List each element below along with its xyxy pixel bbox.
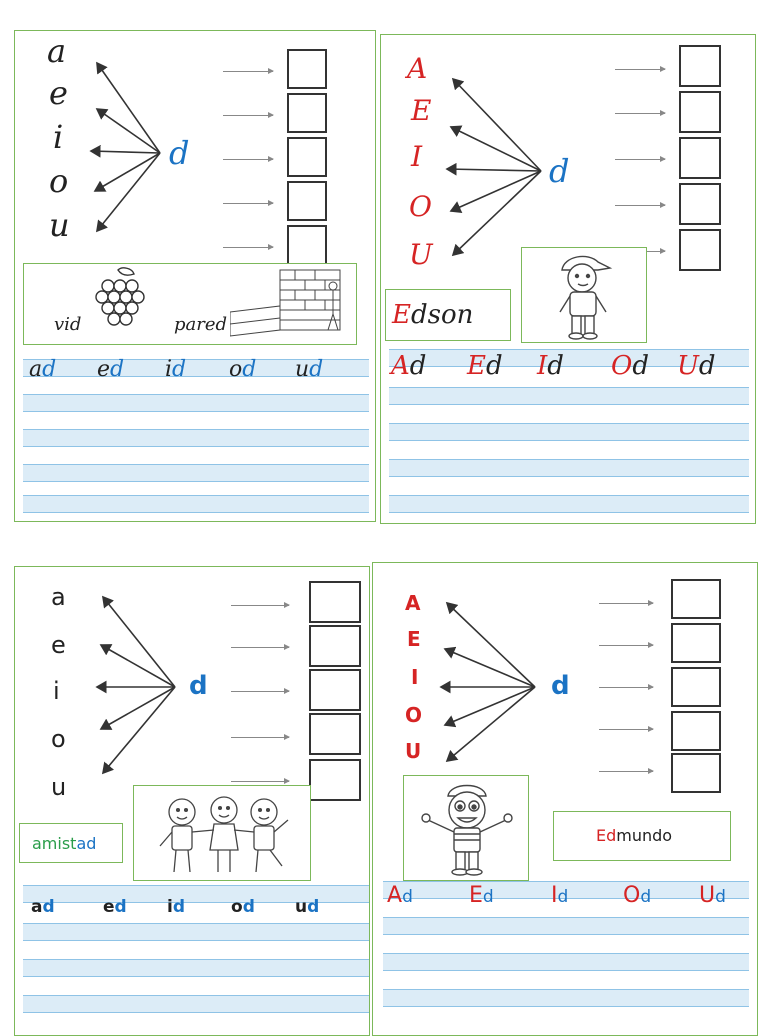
syllable-Ud: Ud (677, 351, 716, 381)
writing-lines (389, 347, 749, 519)
syllable-od: od (231, 897, 255, 917)
answer-box[interactable] (679, 91, 721, 133)
syllable-ad: ad (31, 897, 55, 917)
vowel-U: U (405, 739, 422, 763)
syllable-od: od (229, 357, 257, 382)
syllable-ed: ed (103, 897, 127, 917)
vowel-u: u (51, 773, 67, 801)
thin-arrow (223, 247, 273, 248)
thin-arrow (223, 71, 273, 72)
thin-arrow (615, 113, 665, 114)
thin-arrow (231, 647, 289, 648)
vowel-o: o (51, 725, 66, 753)
boy-picture (521, 247, 647, 343)
friends-picture (133, 785, 311, 881)
vowel-A: A (407, 52, 428, 85)
vowel-O: O (409, 190, 432, 223)
thin-arrow (615, 159, 665, 160)
thin-arrow (223, 203, 273, 204)
vowel-E: E (407, 627, 421, 651)
answer-box[interactable] (287, 49, 327, 89)
thin-arrow (231, 605, 289, 606)
kid-picture (403, 775, 529, 881)
vowel-i: i (53, 118, 64, 156)
writing-lines (23, 351, 369, 515)
worksheet-card-1 (14, 30, 376, 522)
brick-wall-icon (230, 266, 356, 344)
writing-lines (383, 879, 749, 1031)
answer-box[interactable] (309, 625, 361, 667)
thin-arrow (231, 737, 289, 738)
answer-box[interactable] (671, 711, 721, 751)
vowel-e: e (49, 74, 68, 112)
vowel-E: E (411, 94, 432, 127)
answer-box[interactable] (671, 667, 721, 707)
syllable-ud: ud (295, 897, 320, 917)
word-pared: pared (174, 314, 228, 335)
writing-lines (23, 883, 369, 1033)
center-letter: d (189, 671, 208, 701)
syllable-Ud: Ud (699, 883, 726, 908)
grapes-icon (88, 266, 148, 330)
word-box-edmundo (553, 811, 731, 861)
syllable-id: id (165, 357, 187, 382)
worksheet-card-4 (372, 562, 758, 1036)
worksheet-card-3 (14, 566, 370, 1036)
answer-box[interactable] (287, 137, 327, 177)
kid-icon (414, 780, 520, 878)
answer-box[interactable] (309, 669, 361, 711)
syllable-Ed: Ed (469, 883, 494, 908)
syllable-id: id (167, 897, 185, 917)
syllable-Id: Id (551, 883, 569, 908)
vowel-o: o (49, 162, 69, 200)
thin-arrow (599, 603, 653, 604)
syllable-Ad: Ad (391, 351, 427, 381)
fan-arrows (381, 35, 561, 275)
thin-arrow (231, 691, 289, 692)
syllable-Ad: Ad (387, 883, 413, 908)
answer-box[interactable] (679, 229, 721, 271)
answer-box[interactable] (309, 713, 361, 755)
syllable-ad: ad (29, 357, 57, 382)
answer-box[interactable] (287, 93, 327, 133)
picture-strip (23, 263, 357, 345)
center-letter: d (551, 671, 570, 701)
vowel-U: U (409, 238, 433, 271)
thin-arrow (231, 781, 289, 782)
thin-arrow (223, 115, 273, 116)
thin-arrow (599, 687, 653, 688)
word-edson: Edson (392, 300, 474, 330)
center-letter: d (549, 152, 570, 190)
answer-box[interactable] (287, 225, 327, 265)
thin-arrow (615, 69, 665, 70)
worksheet-card-2 (380, 34, 756, 524)
syllable-ed: ed (97, 357, 125, 382)
fan-arrows (15, 567, 195, 807)
vowel-I: I (411, 665, 419, 689)
vowel-a: a (51, 583, 66, 611)
vowel-i: i (53, 677, 60, 705)
vowel-I: I (411, 140, 423, 173)
thin-arrow (599, 729, 653, 730)
word-vid: vid (54, 314, 82, 335)
syllable-ud: ud (295, 357, 324, 382)
word-edmundo: Edmundo (596, 826, 673, 845)
vowel-e: e (51, 631, 66, 659)
fan-arrows (373, 563, 553, 783)
center-letter: d (169, 134, 190, 172)
syllable-Od: Od (611, 351, 649, 381)
syllable-Ed: Ed (467, 351, 503, 381)
word-box-edson (385, 289, 511, 341)
thin-arrow (223, 159, 273, 160)
answer-box[interactable] (309, 759, 361, 801)
thin-arrow (599, 645, 653, 646)
vowel-A: A (405, 591, 421, 615)
thin-arrow (615, 205, 665, 206)
answer-box[interactable] (679, 137, 721, 179)
boy-icon (548, 252, 618, 340)
answer-box[interactable] (287, 181, 327, 221)
syllable-Id: Id (537, 351, 564, 381)
answer-box[interactable] (309, 581, 361, 623)
answer-box[interactable] (671, 623, 721, 663)
answer-box[interactable] (679, 183, 721, 225)
thin-arrow (599, 771, 653, 772)
children-icon (152, 790, 296, 878)
word-amistad: amistad (32, 834, 97, 853)
answer-box[interactable] (679, 45, 721, 87)
syllable-Od: Od (623, 883, 652, 908)
answer-box[interactable] (671, 753, 721, 793)
answer-box[interactable] (671, 579, 721, 619)
word-box-amistad (19, 823, 123, 863)
vowel-u: u (49, 206, 70, 244)
vowel-a: a (47, 32, 67, 70)
vowel-O: O (405, 703, 423, 727)
fan-arrows (15, 31, 195, 261)
